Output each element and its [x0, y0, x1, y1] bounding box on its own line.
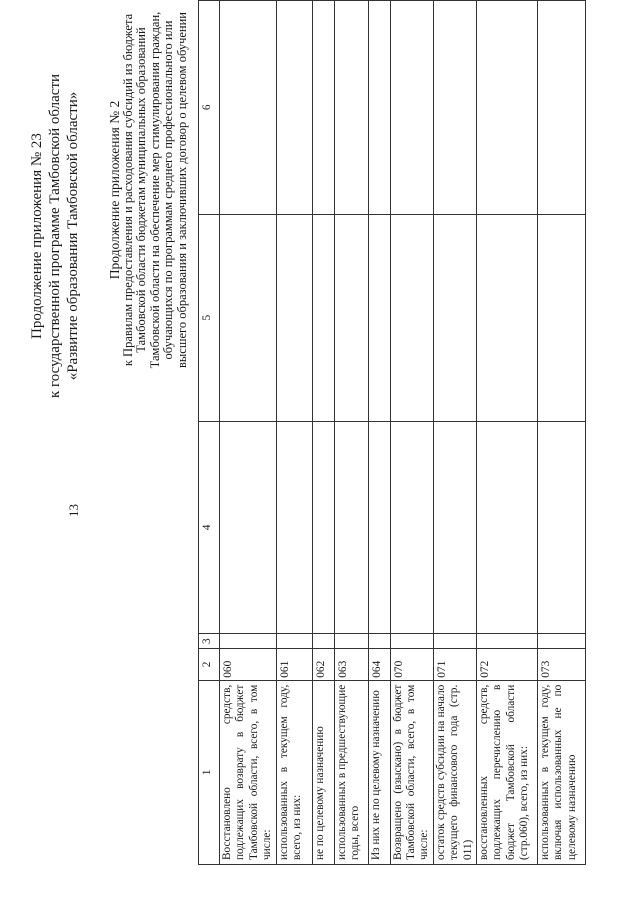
table-cell: [276, 214, 312, 421]
row-label: Из них не по целевому назначению: [368, 680, 390, 864]
table-row: [276, 1, 312, 865]
table-cell: [334, 421, 368, 634]
table-cell: [368, 214, 390, 421]
appendix-header: [28, 21, 82, 451]
table-cell: [334, 214, 368, 421]
table-cell: [276, 421, 312, 634]
table-cell: [368, 421, 390, 634]
table-cell: [334, 1, 368, 215]
table-cell: [477, 634, 538, 649]
column-header: 5: [199, 214, 220, 421]
table-cell: [368, 1, 390, 215]
page-number: 13: [66, 504, 81, 517]
table-row: [368, 1, 390, 865]
table-row: [538, 1, 586, 865]
table-cell: [220, 421, 277, 634]
table-cell: [538, 214, 586, 421]
table-cell: [390, 1, 433, 215]
appendix-header-line: «Развитие образования Тамбовской области»: [65, 91, 81, 381]
table-cell: [390, 634, 433, 649]
table-row: [433, 1, 476, 865]
table-cell: [276, 634, 312, 649]
column-header: 2: [199, 649, 220, 681]
rules-header-line: обучающихся по программам среднего профессионального или: [161, 20, 176, 360]
table-cell: [433, 1, 476, 215]
row-code: 064: [368, 649, 390, 681]
table-cell: [312, 421, 334, 634]
table-row: [220, 1, 277, 865]
table-header-row: [199, 1, 220, 865]
table-cell: [276, 1, 312, 215]
table-cell: [538, 1, 586, 215]
rules-header-line: Тамбовской области бюджетам муниципальных образований: [134, 27, 149, 353]
rules-header-line: Продолжение приложения № 2: [107, 100, 122, 280]
table-cell: [538, 421, 586, 634]
table-cell: [390, 214, 433, 421]
table-row: [334, 1, 368, 865]
table-cell: [368, 634, 390, 649]
table-cell: [433, 421, 476, 634]
table-cell: [220, 634, 277, 649]
row-code: 063: [334, 649, 368, 681]
table-row: [312, 1, 334, 865]
row-label: Восстановлено средств, подлежащих возврату в бюджет Тамбовской области, всего, в том числе:: [220, 680, 277, 864]
row-label: использованных в предшествующие годы, всего: [334, 680, 368, 864]
table-cell: [538, 634, 586, 649]
row-code: 073: [538, 649, 586, 681]
row-code: 062: [312, 649, 334, 681]
table-row: [477, 1, 538, 865]
row-label: восстановленных средств, подлежащих перечислению в бюджет Тамбовской области (стр.060), всего, из них:: [477, 680, 538, 864]
row-code: 072: [477, 649, 538, 681]
row-code: 070: [390, 649, 433, 681]
table-cell: [477, 1, 538, 215]
table-cell: [433, 214, 476, 421]
column-header: 4: [199, 421, 220, 634]
row-label: Возвращено (взыскано) в бюджет Тамбовской области, всего, в том числе:: [390, 680, 433, 864]
appendix-header-line: Продолжение приложения № 23: [29, 133, 45, 339]
table-cell: [390, 421, 433, 634]
rules-header-line: Тамбовской области на обеспечение мер стимулирования граждан,: [147, 11, 162, 369]
table-cell: [312, 634, 334, 649]
report-table: [198, 0, 586, 865]
appendix-header-line: к государственной программе Тамбовской области: [47, 73, 63, 399]
row-label: не по целевому назначению: [312, 680, 334, 864]
table-cell: [312, 214, 334, 421]
rules-header-line: высшего образования и заключивших договор о целевом обучении: [174, 12, 189, 368]
table-cell: [433, 634, 476, 649]
column-header: 3: [199, 634, 220, 649]
row-label: использованных в текущем году, всего, из них:: [276, 680, 312, 864]
table-cell: [477, 421, 538, 634]
row-code: 061: [276, 649, 312, 681]
rules-header: [108, 10, 190, 370]
column-header: 1: [199, 680, 220, 864]
table-cell: [312, 1, 334, 215]
row-label: остаток средств субсидии на начало текущего финансового года (стр. 011): [433, 680, 476, 864]
table-cell: [220, 1, 277, 215]
table-cell: [477, 214, 538, 421]
column-header: 6: [199, 1, 220, 215]
row-code: 071: [433, 649, 476, 681]
row-label: использованных в текущем году, включая использованных не по целевому назначению: [538, 680, 586, 864]
row-code: 060: [220, 649, 277, 681]
table-cell: [334, 634, 368, 649]
rules-header-line: к Правилам предоставления и расходования субсидий из бюджета: [120, 13, 135, 367]
table-row: [390, 1, 433, 865]
table-cell: [220, 214, 277, 421]
